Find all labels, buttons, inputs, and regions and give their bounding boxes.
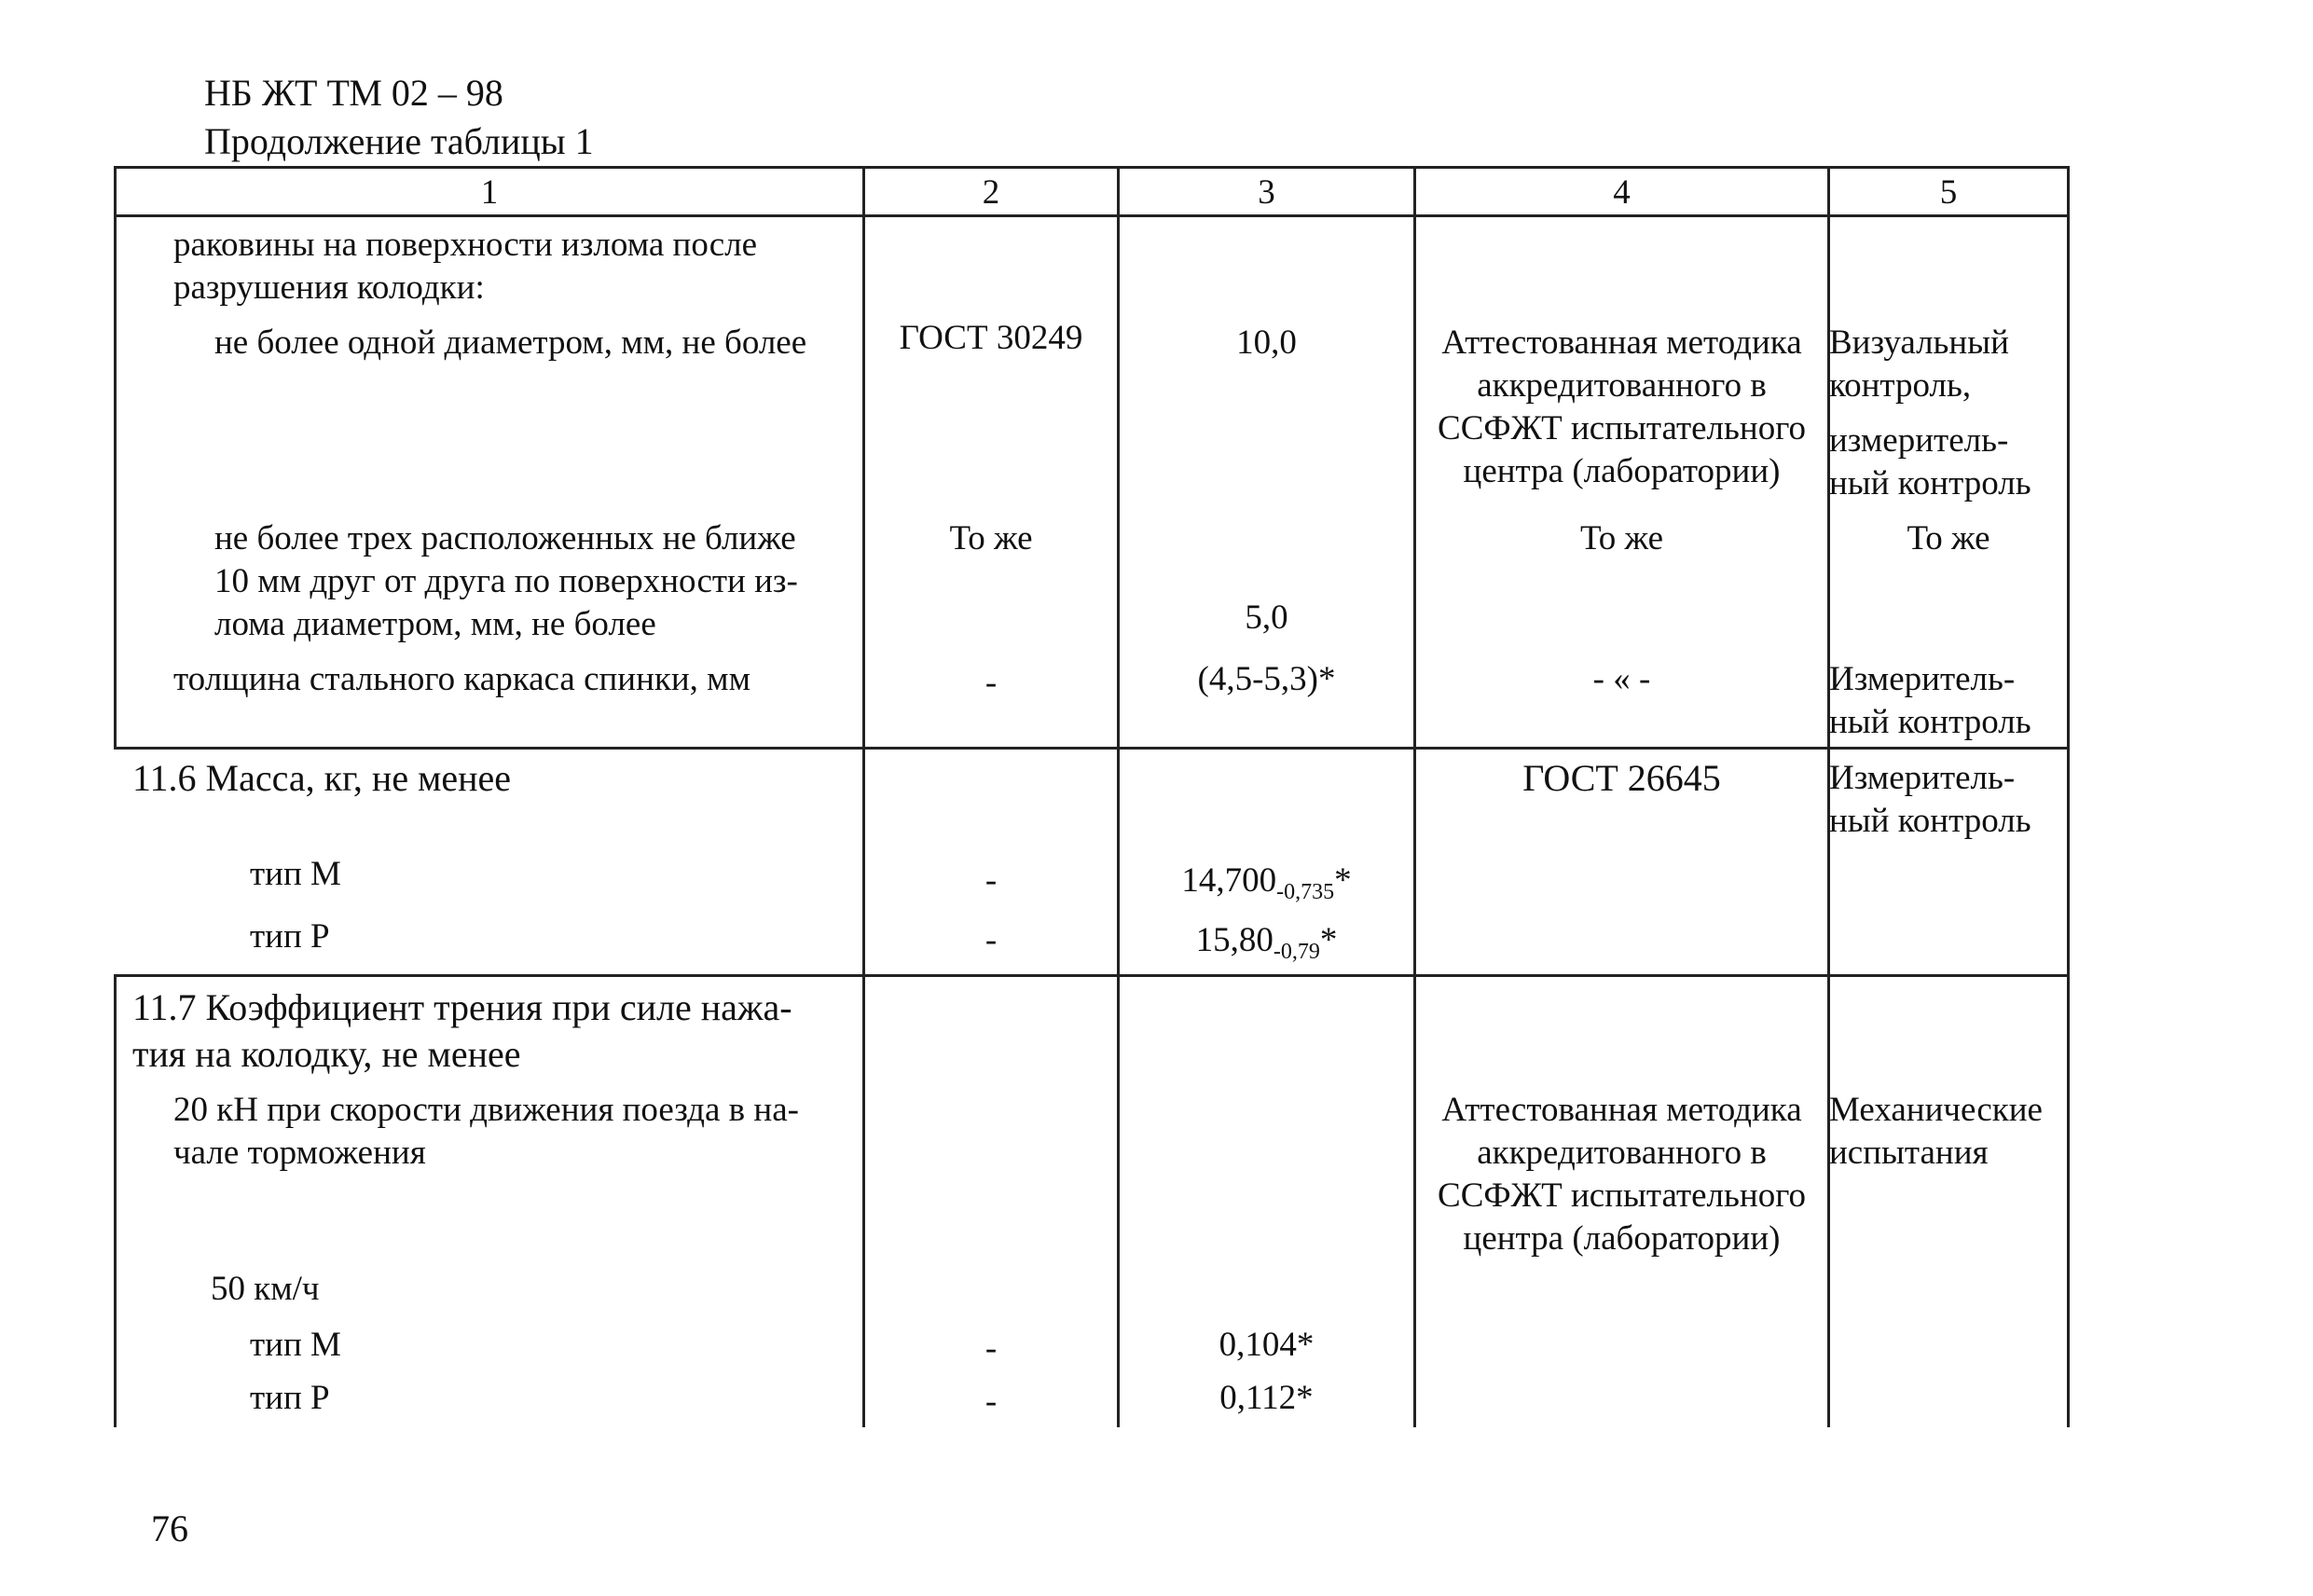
row-divider-1 [114, 747, 2070, 750]
mass-method: ГОСТ 26645 [1522, 757, 1721, 799]
page-number: 76 [151, 1507, 188, 1549]
single-cavity-control-l1: Визуальный [1829, 323, 2009, 362]
single-cavity-method-l4: центра (лаборатории) [1463, 452, 1781, 490]
friction-type-m-standard: - [984, 1329, 998, 1368]
cavities-intro-line2: разрушения колодки: [173, 268, 485, 307]
column-header-5: 5 [1939, 173, 1958, 212]
column-header-4: 4 [1613, 173, 1631, 212]
friction-method-l3: ССФЖТ испытательного [1438, 1176, 1806, 1215]
three-cavities-control: То же [1907, 519, 1990, 557]
friction-type-m-value: 0,104* [1218, 1326, 1315, 1364]
friction-title-l1: 11.7 Коэффициент трения при силе нажа- [132, 986, 792, 1028]
friction-title-l2: тия на колодку, не менее [132, 1033, 521, 1075]
mass-title: 11.6 Масса, кг, не менее [132, 757, 512, 799]
single-cavity-control-l4: ный контроль [1829, 464, 2031, 502]
single-cavity-control-l2: контроль, [1829, 366, 1972, 405]
friction-control-l2: испытания [1829, 1134, 1989, 1172]
single-cavity-label: не более одной диаметром, мм, не более [214, 323, 807, 362]
friction-type-m-label: тип М [250, 1326, 341, 1364]
single-cavity-method-l1: Аттестованная методика [1441, 323, 1802, 362]
three-cavities-method: То же [1579, 519, 1664, 557]
three-cavities-label-l3: лома диаметром, мм, не более [214, 605, 656, 643]
single-cavity-method-l2: аккредитованного в [1477, 366, 1767, 405]
friction-condition-l2: чале торможения [173, 1134, 426, 1172]
friction-type-p-value: 0,112* [1219, 1379, 1314, 1417]
left-border-lower [114, 974, 117, 1427]
column-header-2: 2 [982, 173, 1000, 212]
column-header-3: 3 [1258, 173, 1275, 212]
header-bottom-border [114, 214, 2070, 217]
friction-control-l1: Механические [1829, 1091, 2043, 1129]
mass-type-p-label: тип Р [250, 917, 330, 956]
frame-thickness-method: - « - [1592, 660, 1651, 698]
friction-type-p-standard: - [984, 1383, 998, 1421]
frame-thickness-control-l2: ный контроль [1829, 703, 2031, 741]
frame-thickness-control-l1: Измеритель- [1829, 660, 2016, 698]
single-cavity-value: 10,0 [1236, 323, 1297, 362]
friction-speed-label: 50 км/ч [211, 1270, 320, 1308]
friction-method-l4: центра (лаборатории) [1463, 1219, 1781, 1258]
frame-thickness-value: (4,5-5,3)* [1197, 660, 1336, 698]
mass-control-l1: Измеритель- [1829, 759, 2016, 797]
three-cavities-value: 5,0 [1245, 598, 1288, 637]
mass-type-m-standard: - [984, 861, 998, 900]
three-cavities-label-l1: не более трех расположенных не ближе [214, 519, 796, 557]
right-border [2067, 166, 2070, 1427]
single-cavity-control-l3: измеритель- [1829, 421, 2009, 460]
friction-method-l2: аккредитованного в [1477, 1134, 1767, 1172]
frame-thickness-standard: - [984, 664, 998, 702]
mass-control-l2: ный контроль [1829, 802, 2031, 840]
row-divider-2 [114, 974, 2070, 977]
column-header-1: 1 [480, 173, 499, 212]
table-caption: Продолжение таблицы 1 [204, 120, 594, 162]
frame-thickness-label: толщина стального каркаса спинки, мм [173, 660, 751, 698]
mass-type-p-standard: - [984, 921, 998, 959]
left-border-upper [114, 166, 117, 750]
single-cavity-standard: ГОСТ 30249 [899, 319, 1083, 357]
mass-type-m-value: $14,700_{-0,735}*$ [1181, 861, 1352, 904]
mass-type-p-value: $15,80_{-0,79}*$ [1195, 921, 1338, 964]
single-cavity-method-l3: ССФЖТ испытательного [1438, 409, 1806, 447]
friction-type-p-label: тип Р [250, 1379, 330, 1417]
mass-type-m-label: тип М [250, 855, 341, 893]
three-cavities-label-l2: 10 мм друг от друга по поверхности из- [214, 562, 798, 600]
friction-method-l1: Аттестованная методика [1441, 1091, 1802, 1129]
three-cavities-standard: То же [949, 519, 1033, 557]
document-code: НБ ЖТ ТМ 02 – 98 [204, 72, 503, 114]
table-top-border [114, 166, 2070, 169]
cavities-intro-line1: раковины на поверхности излома после [173, 226, 758, 264]
friction-condition-l1: 20 кН при скорости движения поезда в на- [173, 1091, 799, 1129]
